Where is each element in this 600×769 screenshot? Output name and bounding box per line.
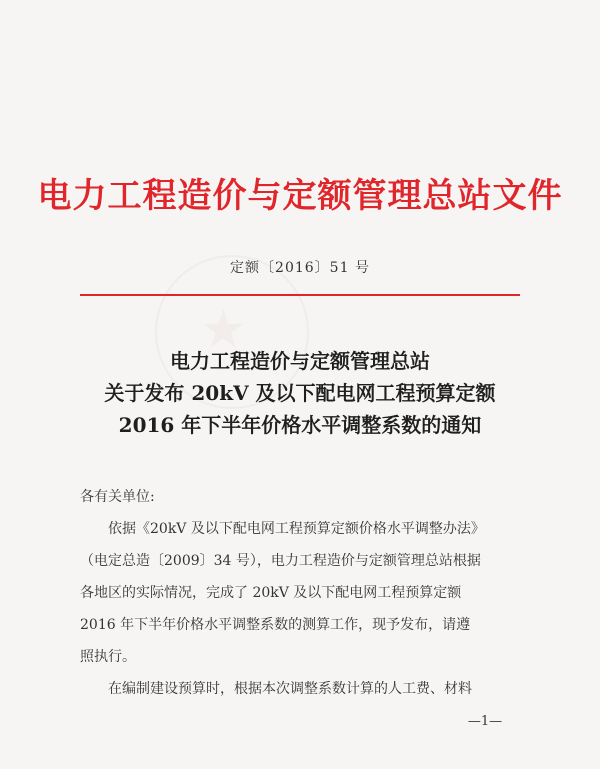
body-line-4: 2016 年下半年价格水平调整系数的测算工作，现予发布，请遵 bbox=[80, 617, 471, 633]
red-header-title: 电力工程造价与定额管理总站文件 bbox=[37, 176, 563, 216]
body-line-1: 依据《20kV 及以下配电网工程预算定额价格水平调整办法》 bbox=[108, 521, 485, 537]
notice-title-line-3: 2016 年下半年价格水平调整系数的通知 bbox=[118, 413, 482, 437]
body-line-6: 在编制建设预算时，根据本次调整系数计算的人工费、材料 bbox=[108, 681, 472, 697]
notice-title-line-1: 电力工程造价与定额管理总站 bbox=[170, 349, 430, 373]
notice-title bbox=[0, 345, 600, 441]
salutation: 各有关单位: bbox=[80, 489, 155, 505]
document-number: 定额〔2016〕51 号 bbox=[230, 260, 370, 276]
page-number: —1— bbox=[467, 714, 503, 729]
body-line-2: （电定总造〔2009〕34 号），电力工程造价与定额管理总站根据 bbox=[80, 553, 481, 569]
document-body bbox=[80, 481, 525, 705]
body-line-5: 照执行。 bbox=[80, 649, 136, 665]
body-line-3: 各地区的实际情况，完成了 20kV 及以下配电网工程预算定额 bbox=[80, 585, 462, 601]
notice-title-line-2: 关于发布 20kV 及以下配电网工程预算定额 bbox=[104, 381, 496, 405]
faint-star-mark: ★ bbox=[200, 300, 247, 360]
red-divider-line bbox=[80, 294, 520, 296]
